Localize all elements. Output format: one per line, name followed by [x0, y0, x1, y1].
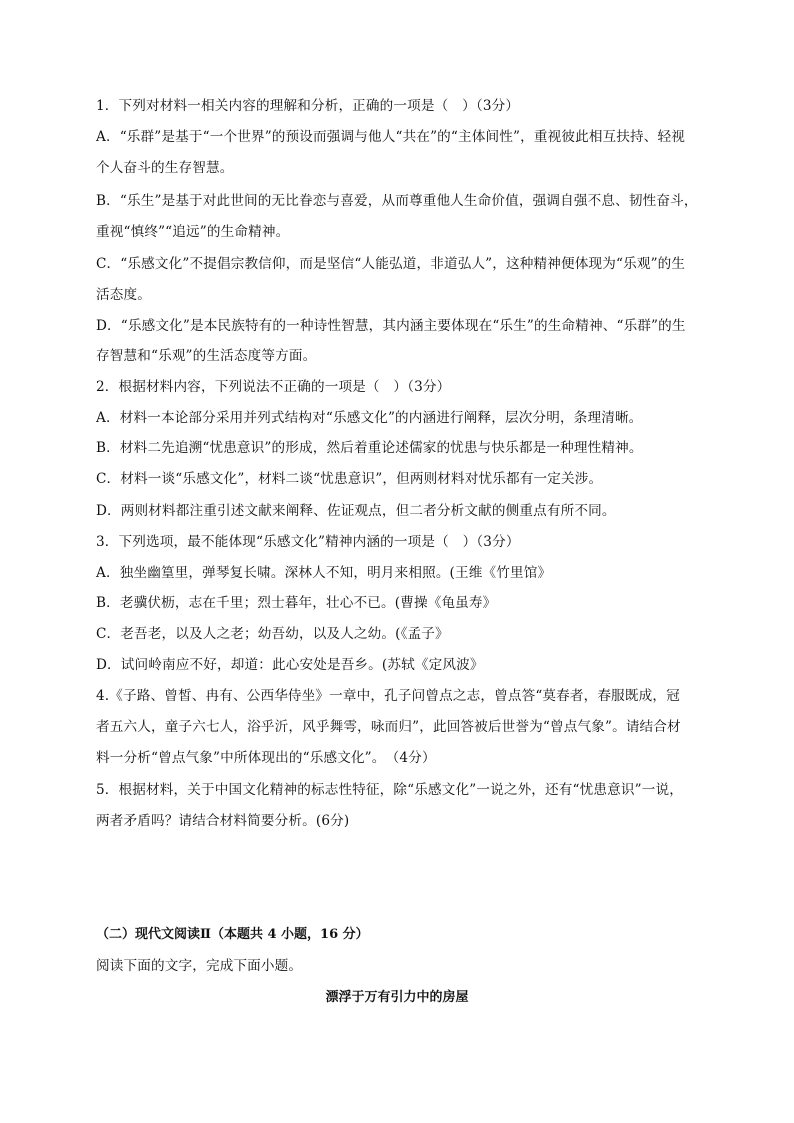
question-5-line-2: 两者矛盾吗？请结合材料简要分析。(6分) — [96, 813, 350, 829]
article-title: 漂浮于万有引力中的房屋 — [325, 990, 469, 1005]
section-heading: （二）现代文阅读Ⅱ（本题共 4 小题，16 分） — [96, 927, 369, 942]
question-3-option-b: B．老骥伏枥，志在千里；烈士暮年，壮心不已。(曹操《龟虽寿》 — [96, 595, 497, 611]
question-1-option-b: B．“乐生”是基于对此世间的无比眷恋与喜爱，从而尊重他人生命价值，强调自强不息、韧性奋斗， — [96, 193, 698, 209]
question-2-option-c: C．材料一谈“乐感文化”，材料二谈“忧患意识”，但两则材料对忧乐都有一定关涉。 — [96, 471, 603, 487]
question-1-option-d-cont: 存智慧和“乐观”的生活态度等方面。 — [96, 348, 317, 364]
question-1-option-c: C．“乐感文化”不提倡宗教信仰，而是坚信“人能弘道，非道弘人”，这种精神便体现为“乐观”的生 — [96, 256, 686, 272]
question-3-stem: 3．下列选项，最不能体现“乐感文化”精神内涵的一项是（ ）（3分） — [96, 534, 520, 550]
question-4-line-1: 4.《子路、曾皙、冉有、公西华侍坐》一章中，孔子问曾点之志，曾点答“莫春者，春服既成，冠 — [96, 688, 680, 704]
question-4-line-3: 料一分析“曾点气象”中所体现出的“乐感文化”。 （4分） — [96, 750, 436, 766]
question-1-option-a-cont: 个人奋斗的生存智慧。 — [96, 160, 234, 176]
question-3-option-a: A．独坐幽篁里，弹琴复长啸。深林人不知，明月来相照。(王维《竹里馆》 — [96, 565, 552, 581]
question-2-option-b: B．材料二先追溯“忧患意识”的形成，然后着重论述儒家的忧患与快乐都是一种理性精神。 — [96, 440, 643, 456]
question-4-line-2: 者五六人，童子六七人，浴乎沂，风乎舞雩，咏而归”，此回答被后世誉为“曾点气象”。请结合材 — [96, 719, 681, 735]
question-1-option-b-cont: 重视“慎终”“追远”的生命精神。 — [96, 224, 290, 240]
question-2-option-a: A．材料一本论部分采用并列式结构对“乐感文化”的内涵进行阐释，层次分明，条理清晰。 — [96, 410, 643, 426]
section-instruction: 阅读下面的文字，完成下面小题。 — [96, 958, 303, 974]
question-3-option-c: C．老吾老，以及人之老；幼吾幼，以及人之幼。(《孟子》 — [96, 626, 449, 642]
question-1-option-c-cont: 活态度。 — [96, 287, 151, 303]
question-1-stem: 1．下列对材料一相关内容的理解和分析，正确的一项是（ ）（3分） — [96, 98, 520, 114]
question-1-option-d: D．“乐感文化”是本民族特有的一种诗性智慧，其内涵主要体现在“乐生”的生命精神、“乐群”的生 — [96, 318, 686, 334]
question-5-line-1: 5．根据材料，关于中国文化精神的标志性特征，除“乐感文化”一说之外，还有“忧患意识”一说， — [96, 782, 683, 798]
question-2-option-d: D．两则材料都注重引述文献来阐释、佐证观点，但二者分析文献的侧重点有所不同。 — [96, 503, 616, 519]
question-3-option-d: D．试问岭南应不好，却道：此心安处是吾乡。(苏轼《定风波》 — [96, 657, 484, 673]
question-1-option-a: A．“乐群”是基于“一个世界”的预设而强调与他人“共在”的“主体间性”，重视彼此相互扶持、轻视 — [96, 129, 686, 145]
question-2-stem: 2．根据材料内容，下列说法不正确的一项是（ ）（3分） — [96, 379, 451, 395]
